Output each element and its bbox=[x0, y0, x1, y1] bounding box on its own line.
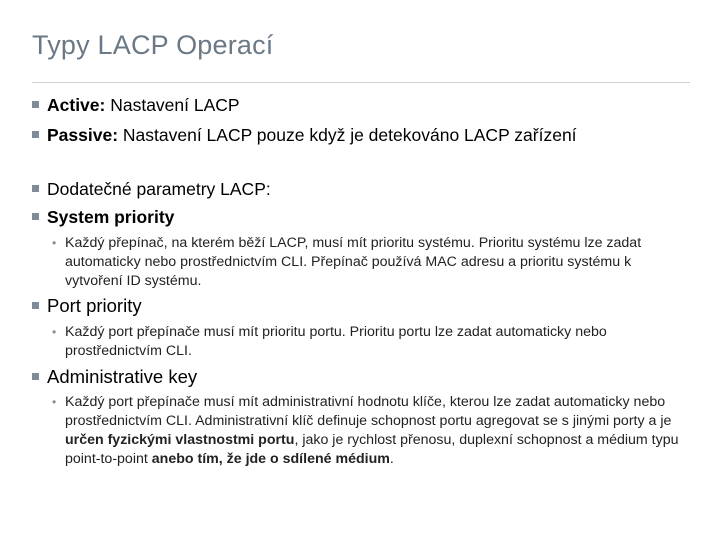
port-priority-text: Každý port přepínače musí mít prioritu portu. Prioritu portu lze zadat automaticky nebo prostřednictvím CLI. bbox=[65, 324, 607, 359]
port-priority-detail bbox=[52, 323, 692, 361]
active-text: Nastavení LACP bbox=[105, 95, 240, 115]
square-bullet-icon bbox=[32, 302, 39, 309]
bullet-system-priority bbox=[32, 206, 174, 228]
administrative-key-heading: Administrative key bbox=[47, 366, 198, 387]
bullet-params-heading bbox=[32, 178, 271, 200]
admin-key-text-a: Každý port přepínače musí mít administrativní hodnotu klíče, kterou lze zadat automaticky nebo prostřednictvím CLI. Administrativní klíč definuje schopnost portu agregovat se s jinými porty a je bbox=[65, 394, 672, 429]
passive-label: Passive: bbox=[47, 125, 119, 145]
dot-bullet-icon: • bbox=[52, 395, 57, 409]
square-bullet-icon bbox=[32, 185, 39, 192]
square-bullet-icon bbox=[32, 131, 39, 138]
bullet-active bbox=[32, 94, 240, 116]
system-priority-detail bbox=[52, 234, 692, 291]
bullet-passive bbox=[32, 124, 577, 146]
admin-key-emphasis-a: určen fyzickými vlastnostmi portu bbox=[65, 432, 295, 448]
square-bullet-icon bbox=[32, 213, 39, 220]
admin-key-text-b: , jako je rychlost přenosu, duplexní schopnost a médium typu point-to-point bbox=[65, 432, 679, 467]
admin-key-text-c: . bbox=[389, 451, 394, 467]
bullet-port-priority bbox=[32, 295, 142, 317]
slide-title: Typy LACP Operací bbox=[32, 30, 274, 60]
params-heading: Dodatečné parametry LACP: bbox=[47, 179, 271, 199]
admin-key-emphasis-b: anebo tím, že jde o sdílené médium bbox=[151, 451, 390, 467]
passive-text: Nastavení LACP pouze když je detekováno LACP zařízení bbox=[118, 125, 577, 145]
title-divider bbox=[32, 82, 690, 83]
dot-bullet-icon: • bbox=[52, 325, 57, 339]
dot-bullet-icon: • bbox=[52, 236, 57, 250]
square-bullet-icon bbox=[32, 101, 39, 108]
system-priority-heading: System priority bbox=[47, 207, 175, 227]
bullet-administrative-key bbox=[32, 366, 197, 388]
administrative-key-detail bbox=[52, 393, 692, 469]
system-priority-text: Každý přepínač, na kterém běží LACP, musí mít prioritu systému. Prioritu systému lze zadat automaticky nebo prostřednictvím CLI. Přepínač používá MAC adresu a prioritu systému k vytvoření ID systému. bbox=[65, 235, 642, 289]
port-priority-heading: Port priority bbox=[47, 295, 142, 316]
active-label: Active: bbox=[47, 95, 106, 115]
administrative-key-text bbox=[65, 393, 692, 469]
square-bullet-icon bbox=[32, 373, 39, 380]
